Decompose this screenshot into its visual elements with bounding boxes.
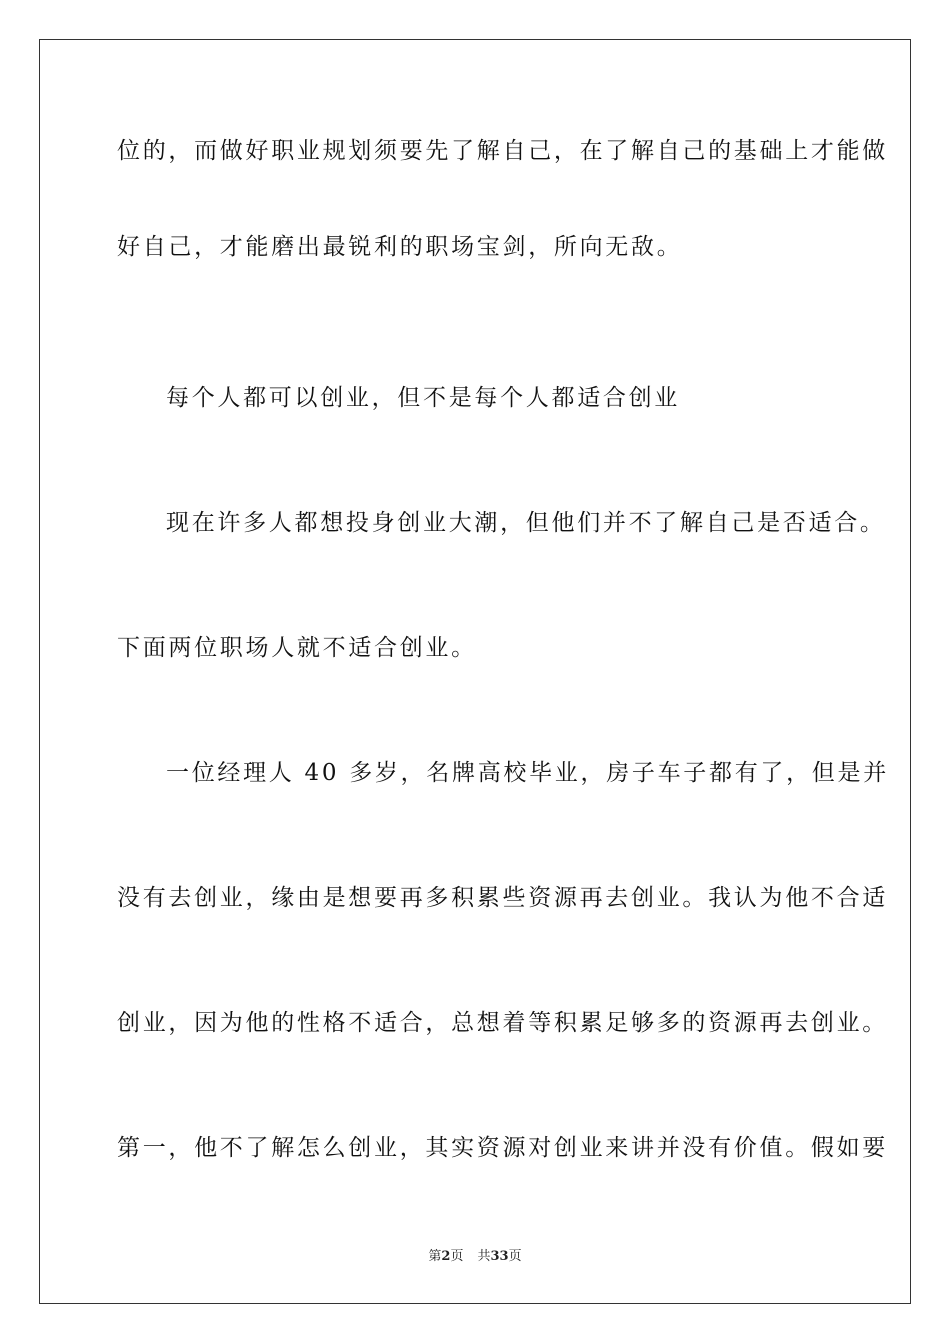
paragraph-first-line: 一位经理人 40 多岁，名牌高校毕业，房子车子都有了，但是并 <box>166 760 889 786</box>
page-footer <box>0 1248 950 1266</box>
body-text-line: 没有去创业，缘由是想要再多积累些资源再去创业。我认为他不合适 <box>117 885 888 911</box>
body-text-line: 第一，他不了解怎么创业，其实资源对创业来讲并没有价值。假如要 <box>117 1135 888 1161</box>
body-text-line: 好自己，才能磨出最锐利的职场宝剑，所向无敌。 <box>117 234 683 260</box>
page-suffix: 页 <box>450 1249 464 1264</box>
body-text-line: 创业，因为他的性格不适合，总想着等积累足够多的资源再去创业。 <box>117 1010 888 1036</box>
body-text-line: 位的，而做好职业规划须要先了解自己，在了解自己的基础上才能做 <box>117 138 888 164</box>
paragraph-first-line: 现在许多人都想投身创业大潮，但他们并不了解自己是否适合。 <box>166 510 886 536</box>
body-text-line: 下面两位职场人就不适合创业。 <box>117 635 477 661</box>
section-heading: 每个人都可以创业，但不是每个人都适合创业 <box>166 385 680 411</box>
page-border <box>39 39 911 1304</box>
total-prefix: 共 <box>477 1249 491 1264</box>
page-number: 2 <box>441 1249 451 1264</box>
total-suffix: 页 <box>508 1249 522 1264</box>
total-pages: 33 <box>490 1249 509 1264</box>
page-prefix: 第 <box>428 1249 442 1264</box>
